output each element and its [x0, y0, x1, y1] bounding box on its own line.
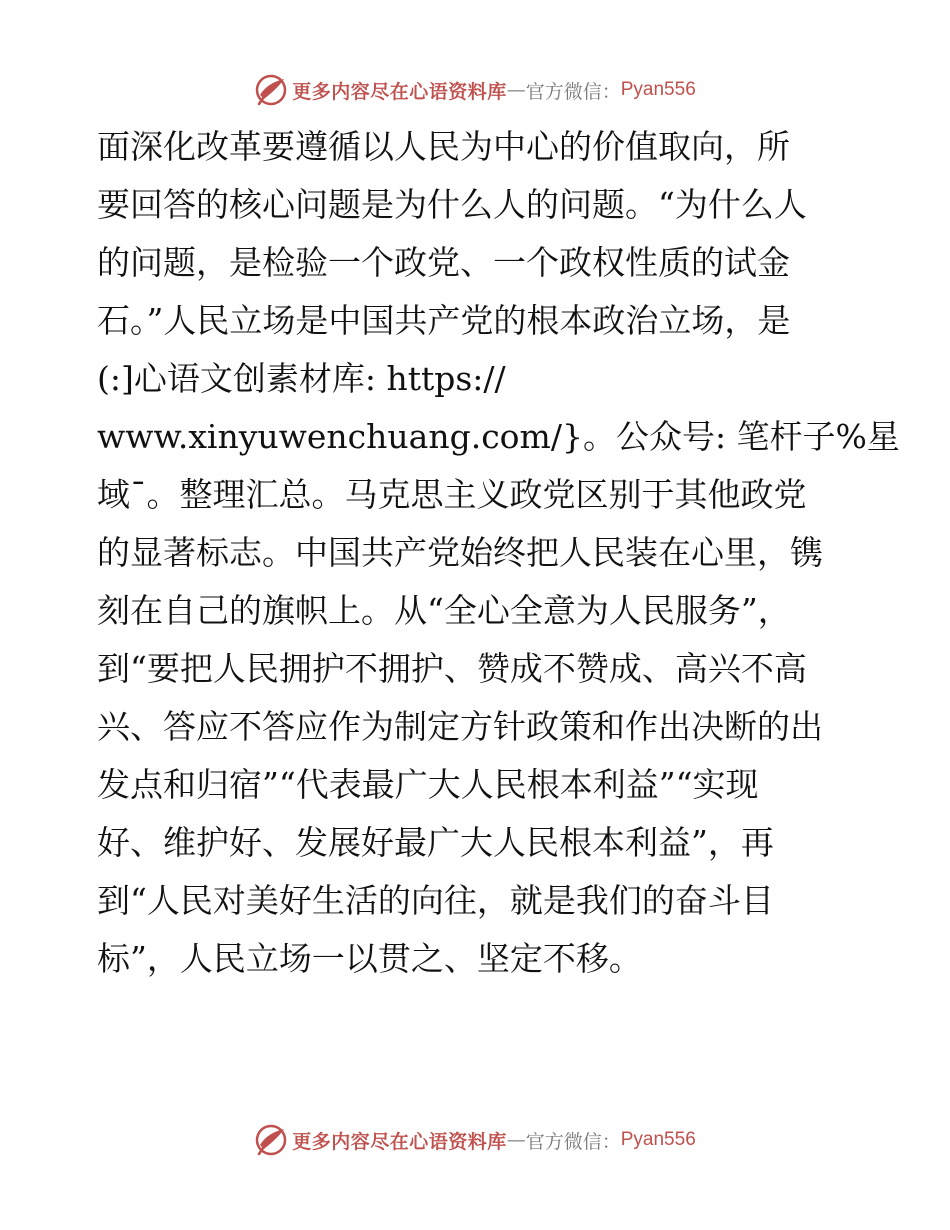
- site-slogan: 更多内容尽在心语资料库: [292, 80, 507, 103]
- body-line: (:]心语文创素材库: https://: [97, 359, 506, 398]
- pen-nib-logo-icon: [254, 73, 288, 107]
- body-line: 石。”人民立场是中国共产党的根本政治立场，是: [97, 301, 791, 340]
- body-line: 域¯。整理汇总。马克思主义政党区别于其他政党: [97, 475, 807, 514]
- body-line: 的问题，是检验一个政党、一个政权性质的试金: [97, 243, 790, 282]
- body-line: www.xinyuwenchuang.com/}。公众号: 笔杆子%星: [97, 417, 900, 456]
- body-line: 要回答的核心问题是为什么人的问题。“为什么人: [97, 185, 807, 224]
- wechat-id: Pyan556: [620, 1129, 696, 1150]
- header-banner: [0, 70, 950, 110]
- wechat-label: 官方微信：: [525, 80, 621, 103]
- banner-separator: —: [506, 79, 526, 101]
- body-line: 好、维护好、发展好最广大人民根本利益”，再: [97, 823, 774, 862]
- body-line: 到“人民对美好生活的向往，就是我们的奋斗目: [97, 881, 774, 920]
- footer-banner: [0, 1120, 950, 1160]
- body-line: 刻在自己的旗帜上。从“全心全意为人民服务”，: [97, 591, 791, 630]
- body-line: 标”，人民立场一以贯之、坚定不移。: [97, 939, 642, 978]
- banner-separator: —: [506, 1129, 526, 1151]
- body-line: 的显著标志。中国共产党始终把人民装在心里，镌: [97, 533, 823, 572]
- document-body: [97, 118, 900, 988]
- body-line: 面深化改革要遵循以人民为中心的价值取向，所: [97, 127, 790, 166]
- body-line: 发点和归宿”“代表最广大人民根本利益”“实现: [97, 765, 759, 804]
- pen-nib-logo-icon: [254, 1123, 288, 1157]
- wechat-id: Pyan556: [620, 79, 696, 100]
- wechat-label: 官方微信：: [525, 1130, 621, 1153]
- body-line: 到“要把人民拥护不拥护、赞成不赞成、高兴不高: [97, 649, 807, 688]
- site-slogan: 更多内容尽在心语资料库: [292, 1130, 507, 1153]
- body-line: 兴、答应不答应作为制定方针政策和作出决断的出: [97, 707, 823, 746]
